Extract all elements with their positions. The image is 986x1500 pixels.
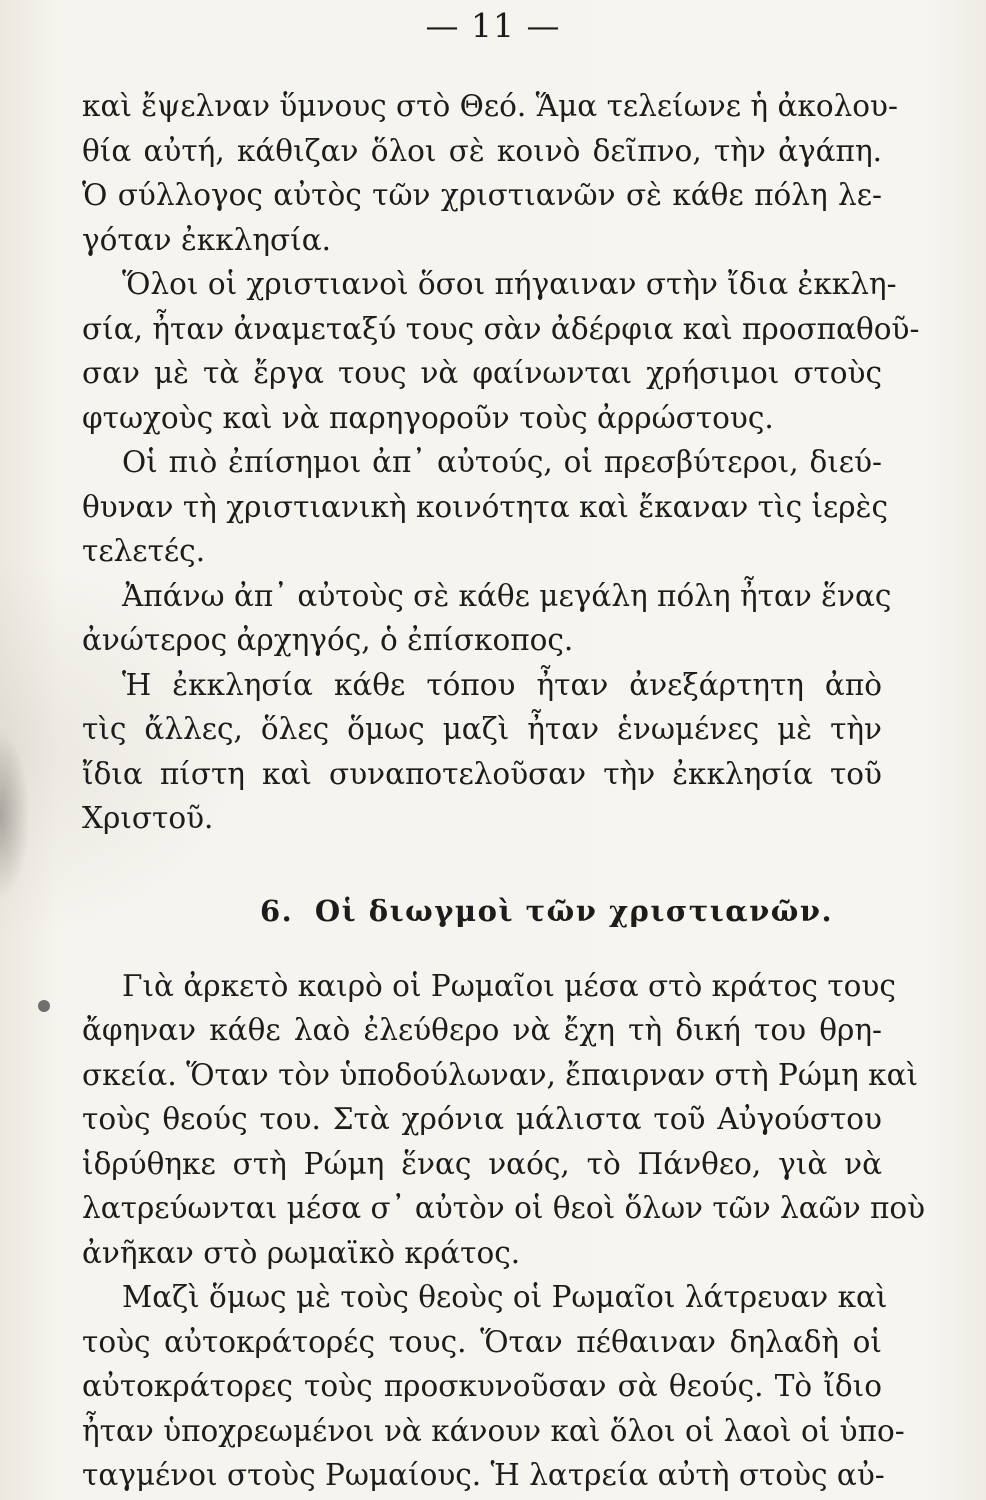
text-line: Μαζὶ ὅμως μὲ τοὺς θεοὺς οἱ Ρωμαῖοι λάτρευαν καὶ	[122, 1280, 888, 1314]
text-line: γόταν ἐκκλησία.	[82, 222, 332, 257]
text-line: σαν μὲ τὰ ἔργα τους νὰ φαίνωνται χρήσιμοι στοὺς	[82, 356, 882, 390]
text-line: λατρεύωνται μέσα σ᾽ αὐτὸν οἱ θεοὶ ὅλων τῶν λαῶν ποὺ	[82, 1191, 926, 1225]
paragraph-4	[82, 574, 892, 663]
text-line: Οἱ πιὸ ἐπίσημοι ἀπ᾽ αὐτούς, οἱ πρεσβύτεροι, διεύ-	[122, 445, 882, 479]
paragraph-3	[82, 440, 889, 574]
text-line: ταγμένοι στοὺς Ρωμαίους. Ἡ λατρεία αὐτὴ στοὺς αὐ-	[82, 1458, 885, 1492]
text-line: Χριστοῦ.	[82, 801, 214, 835]
text-line: Ὁ σύλλογος αὐτὸς τῶν χριστιανῶν σὲ κάθε πόλη λε-	[82, 178, 882, 212]
text-line: ἀνῆκαν στὸ ρωμαϊκὸ κράτος.	[82, 1235, 521, 1270]
text-line: ἱδρύθηκε στὴ Ρώμη ἕνας ναός, τὸ Πάνθεο, γιὰ νὰ	[82, 1146, 882, 1181]
paragraph-2	[82, 262, 920, 440]
paragraph-5	[82, 663, 882, 841]
text-line: τοὺς θεούς του. Στὰ χρόνια μάλιστα τοῦ Αὐγούστου	[82, 1102, 882, 1136]
section-title: Οἱ διωγμοὶ τῶν χριστιανῶν.	[314, 893, 834, 928]
text-line: σία, ἦταν ἀναμεταξύ τους σὰν ἀδέρφια καὶ προσπαθοῦ-	[82, 311, 920, 346]
text-line: τοὺς αὐτοκράτορές τους. Ὅταν πέθαιναν δηλαδὴ οἱ	[82, 1324, 882, 1359]
text-line: Γιὰ ἀρκετὸ καιρὸ οἱ Ρωμαῖοι μέσα στὸ κράτος τους	[122, 968, 896, 1003]
body-text	[82, 84, 926, 1498]
text-line: Ἡ ἐκκλησία κάθε τόπου ἦταν ἀνεξάρτητη ἀπὸ	[122, 667, 882, 702]
text-line: τελετές.	[82, 534, 206, 568]
section-number: 6.	[260, 893, 294, 928]
text-line: ἴδια πίστη καὶ συναποτελοῦσαν τὴν ἐκκλησία τοῦ	[82, 756, 882, 791]
page-number: — 11 —	[425, 6, 561, 45]
paragraph-6	[82, 964, 926, 1276]
text-line: καὶ ἔψελναν ὕμνους στὸ Θεό. Ἅμα τελείωνε ἡ ἀκολου-	[82, 89, 898, 123]
text-line: σκεία. Ὅταν τὸν ὑποδούλωναν, ἔπαιρναν στὴ Ρώμη καὶ	[82, 1057, 919, 1092]
text-line: ἄφηναν κάθε λαὸ ἐλεύθερο νὰ ἔχη τὴ δική του θρη-	[82, 1013, 882, 1047]
text-line: αὐτοκράτορες τοὺς προσκυνοῦσαν σὰ θεούς. Τὸ ἴδιο	[82, 1369, 882, 1403]
paragraph-7	[82, 1275, 905, 1498]
text-line: θυναν τὴ χριστιανικὴ κοινότητα καὶ ἔκαναν τὶς ἱερὲς	[82, 489, 889, 524]
section-heading	[82, 867, 882, 956]
text-line: φτωχοὺς καὶ νὰ παρηγοροῦν τοὺς ἀρρώστους.	[82, 400, 774, 435]
text-line: ἦταν ὑποχρεωμένοι νὰ κάνουν καὶ ὅλοι οἱ λαοὶ οἱ ὑπο-	[82, 1413, 905, 1448]
text-line: Ἀπάνω ἀπ᾽ αὐτοὺς σὲ κάθε μεγάλη πόλη ἦταν ἕνας	[122, 578, 892, 613]
ink-spot	[38, 1000, 50, 1012]
text-line: τὶς ἄλλες, ὅλες ὅμως μαζὶ ἦταν ἑνωμένες μὲ τὴν	[82, 712, 882, 746]
text-line: θία αὐτή, κάθιζαν ὅλοι σὲ κοινὸ δεῖπνο, τὴν ἀγάπη.	[82, 133, 882, 168]
text-line: Ὅλοι οἱ χριστιανοὶ ὅσοι πήγαιναν στὴν ἴδια ἐκκλη-	[122, 267, 897, 301]
paragraph-1	[82, 84, 898, 262]
page-stain	[0, 730, 30, 900]
text-line: ἀνώτερος ἀρχηγός, ὁ ἐπίσκοπος.	[82, 623, 574, 657]
